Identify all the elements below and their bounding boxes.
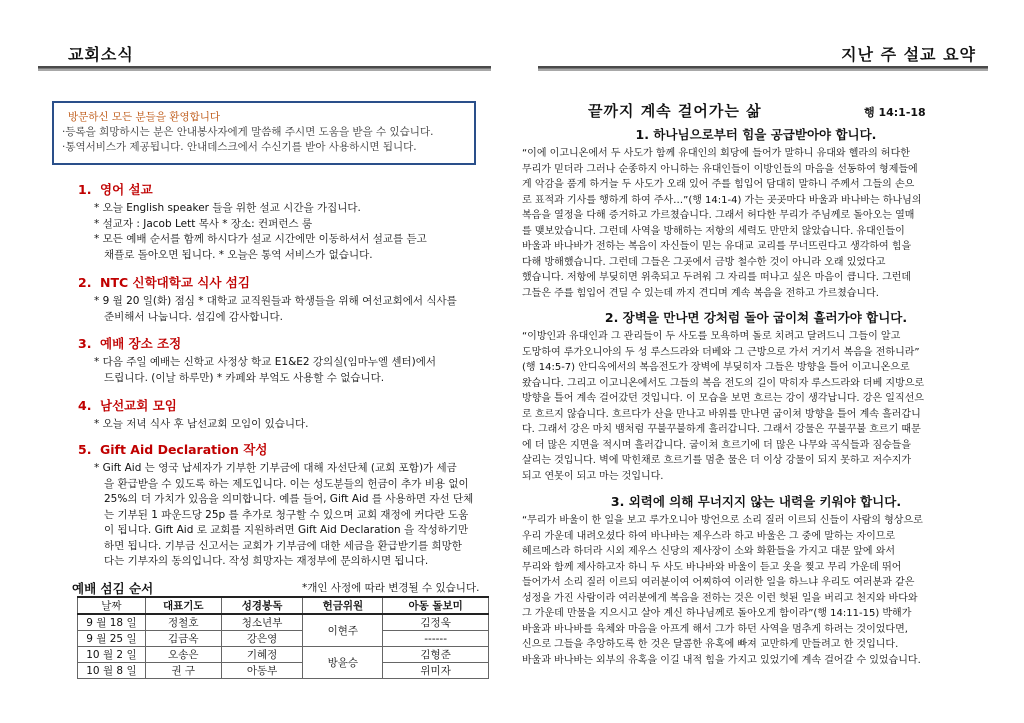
section-line: * 9 월 20 일(화) 점심 * 대학교 교직원들과 학생들을 위해 여선교회에서 식사를	[94, 295, 457, 307]
news-section-mens-meeting	[78, 396, 498, 433]
body-line: 도망하여 루가오니아의 두 성 루스드라와 더베와 그 근방으로 가서 거기서 복음을 전하니라”	[522, 346, 920, 358]
news-section-english-sermon	[78, 180, 498, 263]
section-title: 남선교회 모임	[100, 398, 177, 413]
body-line: “이방인과 유대인과 그 관리들이 두 사도를 모욕하며 돌로 치려고 달려드니 그들이 알고	[522, 331, 901, 342]
point-heading: 1. 하나님으로부터 힘을 공급받아야 합니다.	[635, 127, 877, 142]
section-number: 5.	[78, 442, 92, 457]
body-line: 왔습니다. 그리고 이고니온에서도 그들의 복음 전도의 길이 막히자 루스드라와 더베 지방으로	[522, 377, 925, 389]
schedule-note: *개인 사정에 따라 변경될 수 있습니다.	[302, 582, 480, 594]
date-cell: 10 월 8 일	[78, 663, 146, 679]
column-header: 성경봉독	[221, 597, 303, 614]
sermon-point-1	[522, 125, 990, 301]
nursery-cell: 김형준	[383, 647, 489, 663]
body-line: 헤르메스라 하더라 시외 제우스 신당의 제사장이 소와 화환들을 가지고 대문 앞에 와서	[522, 546, 896, 557]
schedule-title: 예배 섬김 순서	[72, 581, 154, 596]
section-line: * 설교자 : Jacob Lett 목사 * 장소: 컨퍼런스 룸	[94, 217, 313, 230]
sermon-point-2	[522, 308, 990, 484]
body-line: 되고 연못이 되고 마는 것입니다.	[522, 470, 664, 482]
section-line: 준비해서 나눕니다. 섬김에 감사합니다.	[104, 310, 283, 323]
body-line: 다. 그래서 강은 마치 뱀처럼 꾸불꾸불하게 흘러갑니다. 그래서 강물은 꾸불꾸불 흐르기 때문	[522, 424, 921, 435]
body-line: 신으로 그들을 추앙하도록 한 것은 달콤한 유혹에 빠져 교만하게 만들려고 한 것입니다.	[522, 639, 899, 650]
section-line: 채플로 돌아오면 됩니다. * 오늘은 통역 서비스가 없습니다.	[104, 248, 373, 261]
reading-cell: 청소년부	[221, 614, 303, 631]
body-line: 복음을 열정을 다해 증거하고 가르쳤습니다. 그래서 허다한 무리가 주님께로 돌아오는 열매	[522, 210, 915, 221]
point-heading: 2. 장벽을 만나면 강처럼 돌아 굽이쳐 흘러가야 합니다.	[604, 310, 908, 325]
section-number: 1.	[78, 182, 92, 197]
prayer-cell: 오송은	[145, 647, 221, 663]
offering-cell: 방윤승	[303, 647, 383, 679]
right-page	[512, 0, 1024, 723]
date-cell: 10 월 2 일	[78, 647, 146, 663]
welcome-line: 방문하신 모든 분들을 환영합니다	[68, 111, 221, 123]
header-rule	[38, 66, 491, 71]
scripture-reference: 행 14:1-18	[864, 106, 926, 119]
body-line: 로 흐르지 않습니다. 흐르다가 산을 만나고 바위를 만나면 굽이쳐 방향을 틀어 계속 흘러갑니	[522, 408, 921, 420]
body-line: 바울과 바나바를 육체와 마음을 아프게 해서 그가 하던 사역을 멈추게 하려는 것이었다면,	[522, 623, 908, 635]
header-rule	[538, 66, 988, 71]
date-cell: 9 월 18 일	[78, 614, 146, 631]
section-line: * 모든 예배 순서를 함께 하시다가 설교 시간에만 이동하셔서 설교를 듣고	[94, 233, 427, 245]
nursery-cell: ------	[383, 631, 489, 647]
section-line: 하면 됩니다. 기부금 신고서는 교회가 기부금에 대한 세금을 환급받기를 희망한	[104, 539, 462, 552]
nursery-cell: 김정욱	[383, 614, 489, 631]
date-cell: 9 월 25 일	[78, 631, 146, 647]
body-line: 로 표적과 기사를 행하게 하여 주사…”(행 14:1-4) 가는 곳곳마다 바울과 바나바는 하나님의	[522, 194, 922, 206]
nursery-cell: 위미자	[383, 663, 489, 679]
section-title: Gift Aid Declaration 작성	[100, 442, 268, 457]
table-row	[78, 614, 489, 631]
section-number: 4.	[78, 398, 92, 413]
body-line: 살리는 것입니다. 벽에 막힌채로 흐르기를 멈춘 물은 더 이상 강물이 되지 못하고 저수지가	[522, 455, 912, 466]
body-line: 들어가서 소리 질러 이르되 여러분이여 어찌하여 이러한 일을 하느냐 우리도 여러분과 같은	[522, 577, 915, 588]
body-line: 했습니다. 저항에 부딪히면 위축되고 두려워 그 자리를 떠나고 싶은 마음이 큽니다. 그런데	[522, 272, 912, 283]
point-body	[522, 146, 990, 301]
body-line: 방향을 틀어 계속 걸어갔던 것입니다. 이 모습을 보면 흐르는 강이 생각납니다. 강은 일직선으	[522, 393, 924, 404]
point-body	[522, 329, 990, 484]
body-line: (행 14:5-7) 안디옥에서의 복음전도가 장벽에 부딪히자 그들은 방향을 틀어 이고니온으로	[522, 362, 910, 373]
welcome-line: ·통역서비스가 제공됩니다. 안내데스크에서 수신기를 받아 사용하시면 됩니다.	[62, 141, 417, 153]
table-header-row	[78, 597, 489, 614]
section-line: 는 기부된 1 파운드당 25p 를 추가로 청구할 수 있으며 교회 재정에 커다란 도움	[104, 508, 469, 521]
body-line: 그들은 주를 힘입어 견딜 수 있는데 까지 견디며 계속 복음을 전하고 가르쳤습니다.	[522, 287, 879, 299]
body-line: 바울과 바나바는 외부의 유혹을 이길 내적 힘을 가지고 있었기에 계속 걸어갈 수 있었습니다.	[522, 654, 921, 666]
body-line: 성정을 가진 사람이라 여러분에게 복음을 전하는 것은 이런 헛된 일을 버리고 천지와 바다와	[522, 592, 918, 604]
offering-cell: 이현주	[303, 614, 383, 647]
body-line: 무리가 믿더라 그러나 순종하지 아니하는 유대인들이 이방인들의 마음을 선동하여 형제들에	[522, 163, 918, 175]
sermon-title: 끝까지 계속 걸어가는 삶	[588, 102, 762, 120]
body-line: 에 더 많은 지면을 적시며 흘러갑니다. 굽이쳐 흐르기에 더 많은 나무와 곡식들과 짐승들을	[522, 439, 912, 451]
news-section-ntc-meal	[78, 273, 498, 325]
section-line: * 오늘 English speaker 들을 위한 설교 시간을 가집니다.	[94, 202, 361, 214]
section-line: * 오늘 저녁 식사 후 남선교회 모임이 있습니다.	[94, 418, 309, 430]
page-header-news: 교회소식	[68, 45, 134, 64]
body-line: 를 맺보았습니다. 그런데 사역을 방해하는 저항의 세력도 만만치 않았습니다. 유대인들이	[522, 225, 905, 237]
prayer-cell: 정철호	[145, 614, 221, 631]
reading-cell: 강은영	[221, 631, 303, 647]
prayer-cell: 권 구	[145, 663, 221, 679]
section-title: NTC 신학대학교 식사 섬김	[100, 275, 250, 290]
welcome-line: ·등록을 희망하시는 분은 안내봉사자에게 말씀해 주시면 도움을 받을 수 있습니다.	[62, 126, 434, 138]
body-line: 우리 가운데 내려오셨다 하여 바나바는 제우스라 하고 바울은 그 중에 말하는 자이므로	[522, 530, 896, 542]
body-line: 게 악감을 품게 하거늘 두 사도가 오래 있어 주를 힘입어 담대히 말하니 주께서 그들의 손으	[522, 179, 915, 190]
section-title: 예배 장소 조정	[100, 336, 182, 351]
body-line: “무리가 바울이 한 일을 보고 루가오니아 방언으로 소리 질러 이르되 신들이 사람의 형상으로	[522, 515, 923, 526]
table-row	[78, 663, 489, 679]
reading-cell: 기혜정	[221, 647, 303, 663]
welcome-box	[52, 101, 476, 165]
column-header: 날짜	[78, 597, 146, 614]
section-line: * Gift Aid 는 영국 납세자가 기부한 기부금에 대해 자선단체 (교회 포함)가 세금	[94, 462, 457, 474]
sermon-point-3	[522, 492, 990, 668]
section-line: * 다음 주일 예배는 신학교 사정상 학교 E1&E2 강의실(임마누엘 센터)에서	[94, 356, 437, 368]
column-header: 헌금위원	[303, 597, 383, 614]
serving-schedule-table	[77, 596, 489, 679]
news-section-gift-aid	[78, 440, 498, 570]
news-section-venue-change	[78, 334, 498, 386]
point-body	[522, 513, 990, 668]
body-line: 그 가운데 만물을 지으시고 살아 계신 하나님께로 돌아오게 함이라”(행 14:11-15) 박해가	[522, 608, 912, 619]
section-title: 영어 설교	[100, 182, 153, 197]
section-line: 을 환급받을 수 있도록 하는 제도입니다. 이는 성도분들의 헌금이 추가 비용 없이	[104, 477, 469, 490]
section-number: 3.	[78, 336, 92, 351]
body-line: 바울과 바나바가 전하는 복음이 자신들이 믿는 유대교 교리를 무너뜨린다고 생각하여 힘을	[522, 241, 912, 252]
section-line: 드립니다. (이날 하루만) * 카페와 부엌도 사용할 수 없습니다.	[104, 371, 385, 384]
column-header: 대표기도	[145, 597, 221, 614]
table-row	[78, 631, 489, 647]
section-line: 25%의 더 가치가 있음을 의미합니다. 예를 들어, Gift Aid 를 사용하면 자선 단체	[104, 493, 474, 505]
point-heading: 3. 외력에 의해 무너지지 않는 내력을 키워야 합니다.	[610, 494, 902, 509]
body-line: 무리와 함께 제사하고자 하니 두 사도 바나바와 바울이 듣고 옷을 찢고 무리 가운데 뛰어	[522, 561, 902, 573]
body-line: 다해 방해했습니다. 그런데 그들은 그곳에서 금방 철수한 것이 아니라 오래 있었다고	[522, 256, 886, 268]
table-row	[78, 647, 489, 663]
section-number: 2.	[78, 275, 92, 290]
body-line: “이에 이고니온에서 두 사도가 함께 유대인의 회당에 들어가 말하니 유대와 헬라의 허다한	[522, 148, 910, 159]
page-header-sermon-summary: 지난 주 설교 요약	[841, 45, 976, 64]
section-line: 다는 기부자의 동의입니다. 작성 희망자는 재정부에 문의하시면 됩니다.	[104, 555, 429, 567]
section-line: 이 됩니다. Gift Aid 로 교회를 지원하려면 Gift Aid Declaration 을 작성하기만	[104, 524, 469, 536]
prayer-cell: 김금옥	[145, 631, 221, 647]
column-header: 아동 돌보미	[383, 597, 489, 614]
reading-cell: 아동부	[221, 663, 303, 679]
